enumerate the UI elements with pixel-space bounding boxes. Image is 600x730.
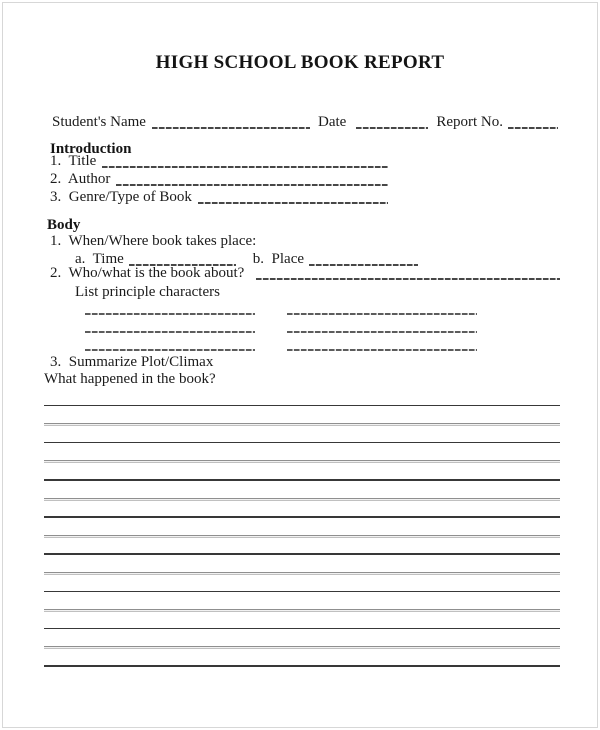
author-row xyxy=(50,171,388,187)
writing-line xyxy=(44,516,560,518)
writing-line xyxy=(44,609,560,612)
writing-line xyxy=(44,553,560,555)
writing-line xyxy=(44,442,560,444)
plot-prompt: What happened in the book? xyxy=(44,371,216,387)
date-blank xyxy=(356,127,428,129)
header-fields-row xyxy=(52,114,558,130)
writing-line xyxy=(44,628,560,630)
report-no-blank xyxy=(508,127,558,129)
date-label: Date xyxy=(318,114,347,130)
writing-line xyxy=(44,646,560,649)
when-where-label: 1. When/Where book takes place: xyxy=(50,233,257,249)
page-title: HIGH SCHOOL BOOK REPORT xyxy=(155,52,445,73)
student-name-blank xyxy=(152,127,310,129)
characters-label: List principle characters xyxy=(75,284,220,300)
genre-row xyxy=(50,189,388,205)
character-blank-line xyxy=(287,349,477,351)
time-label: a. Time xyxy=(75,251,124,267)
body-heading: Body xyxy=(47,217,81,233)
writing-line xyxy=(44,498,560,501)
about-blank xyxy=(256,278,560,280)
author-label: 2. Author xyxy=(50,171,111,187)
character-blank-line xyxy=(85,331,255,333)
writing-line xyxy=(44,460,560,463)
student-name-label: Student's Name xyxy=(52,114,146,130)
place-label: b. Place xyxy=(252,251,305,267)
book-title-label: 1. Title xyxy=(50,153,97,169)
character-blank-line xyxy=(85,349,255,351)
writing-line xyxy=(44,405,560,407)
summarize-label: 3. Summarize Plot/Climax xyxy=(50,354,214,370)
writing-line xyxy=(44,535,560,538)
about-label: 2. Who/what is the book about? xyxy=(50,265,245,281)
writing-line xyxy=(44,479,560,481)
genre-blank xyxy=(198,202,388,204)
writing-line xyxy=(44,665,560,667)
about-row xyxy=(50,265,560,281)
book-title-blank xyxy=(102,166,388,168)
introduction-heading: Introduction xyxy=(50,141,132,157)
genre-label: 3. Genre/Type of Book xyxy=(50,189,192,205)
character-blank-line xyxy=(287,331,477,333)
book-title-row xyxy=(50,153,388,169)
writing-line xyxy=(44,572,560,575)
writing-line xyxy=(44,423,560,426)
character-blank-line xyxy=(85,313,255,315)
character-blank-line xyxy=(287,313,477,315)
author-blank xyxy=(116,184,388,186)
report-no-label: Report No. xyxy=(436,114,503,130)
writing-line xyxy=(44,591,560,593)
